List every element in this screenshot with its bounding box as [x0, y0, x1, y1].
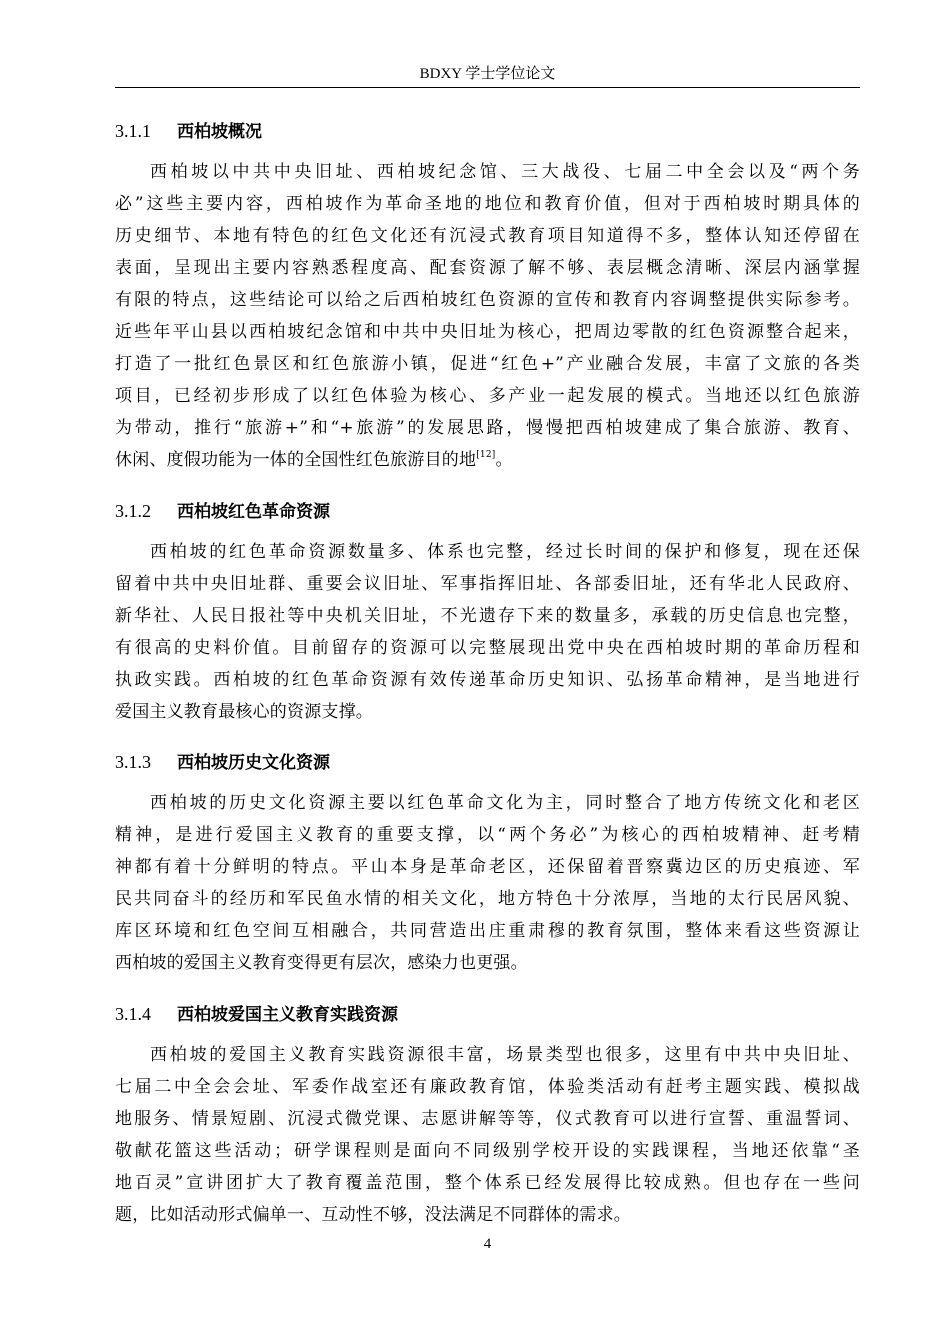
paragraph-line: 表面，呈现出主要内容熟悉程度高、配套资源了解不够、表层概念清晰、深层内涵掌握 — [115, 258, 860, 278]
paragraph-line: 题，比如活动形式偏单一、互动性不够，没法满足不同群体的需求。 — [115, 1205, 631, 1225]
section-number: 3.1.3 — [115, 752, 151, 772]
section-paragraph — [115, 787, 860, 979]
paragraph-line: 有限的特点，这些结论可以给之后西柏坡红色资源的宣传和教育内容调整提供实际参考。 — [115, 290, 860, 310]
paragraph-line: 神都有着十分鲜明的特点。平山本身是革命老区，还保留着晋察冀边区的历史痕迹、军 — [115, 857, 860, 877]
paragraph-line: 西柏坡的历史文化资源主要以红色革命文化为主，同时整合了地方传统文化和老区 — [150, 793, 860, 813]
section-heading — [115, 494, 860, 528]
paragraph-line: 七届二中全会会址、军委作战室还有廉政教育馆，体验类活动有赶考主题实践、模拟战 — [115, 1077, 860, 1097]
section-paragraph — [115, 1039, 860, 1231]
section-title: 西柏坡历史文化资源 — [177, 753, 330, 773]
section-paragraph — [115, 156, 860, 476]
section-title: 西柏坡概况 — [177, 122, 262, 142]
section-3-1-1 — [115, 114, 860, 476]
paragraph-line-text: 休闲、度假功能为一体的全国性红色旅游目的地 — [115, 450, 477, 470]
paragraph-line: 近些年平山县以西柏坡纪念馆和中共中央旧址为核心，把周边零散的红色资源整合起来， — [115, 322, 860, 342]
paragraph-line: 西柏坡的红色革命资源数量多、体系也完整，经过长时间的保护和修复，现在还保 — [150, 542, 860, 562]
paragraph-line: 项目，已经初步形成了以红色体验为核心、多产业一起发展的模式。当地还以红色旅游 — [115, 386, 860, 406]
paragraph-line: 新华社、人民日报社等中央机关旧址，不光遗存下来的数量多，承载的历史信息也完整， — [115, 606, 860, 626]
section-heading — [115, 745, 860, 779]
section-number: 3.1.2 — [115, 501, 151, 521]
paragraph-line: 地服务、情景短剧、沉浸式微党课、志愿讲解等等，仪式教育可以进行宣誓、重温誓词、 — [115, 1109, 860, 1129]
paragraph-line: 有很高的史料价值。目前留存的资源可以完整展现出党中央在西柏坡时期的革命历程和 — [115, 638, 860, 658]
section-number: 3.1.1 — [115, 121, 151, 141]
section-3-1-4 — [115, 997, 860, 1231]
section-heading — [115, 114, 860, 148]
paragraph-line: 爱国主义教育最核心的资源支撑。 — [115, 702, 373, 722]
paragraph-line: 必”这些主要内容，西柏坡作为革命圣地的地位和教育价值，但对于西柏坡时期具体的 — [115, 194, 860, 214]
paragraph-line: 敬献花篮这些活动；研学课程则是面向不同级别学校开设的实践课程，当地还依靠“圣 — [115, 1141, 860, 1161]
paragraph-line: 库区环境和红色空间互相融合，共同营造出庄重肃穆的教育氛围，整体来看这些资源让 — [115, 921, 860, 941]
page-number: 4 — [483, 1236, 492, 1252]
section-number: 3.1.4 — [115, 1004, 151, 1024]
paragraph-line: 执政实践。西柏坡的红色革命资源有效传递革命历史知识、弘扬革命精神，是当地进行 — [115, 670, 860, 690]
paragraph-line: 留着中共中央旧址群、重要会议旧址、军事指挥旧址、各部委旧址，还有华北人民政府、 — [115, 574, 860, 594]
section-paragraph — [115, 536, 860, 728]
citation-ref: [12] — [476, 450, 496, 460]
paragraph-line: 历史细节、本地有特色的红色文化还有沉浸式教育项目知道得不多，整体认知还停留在 — [115, 226, 860, 246]
paragraph-line: 为带动，推行“旅游+”和“+旅游”的发展思路，慢慢把西柏坡建成了集合旅游、教育、 — [115, 418, 860, 438]
paragraph-line: 西柏坡以中共中央旧址、西柏坡纪念馆、三大战役、七届二中全会以及“两个务 — [150, 162, 860, 182]
sentence-end: 。 — [495, 450, 513, 470]
section-title: 西柏坡红色革命资源 — [177, 502, 330, 522]
paragraph-line-last — [115, 444, 860, 476]
paragraph-line: 精神，是进行爱国主义教育的重要支撑，以“两个务必”为核心的西柏坡精神、赶考精 — [115, 825, 860, 845]
paragraph-line: 西柏坡的爱国主义教育实践资源很丰富，场景类型也很多，这里有中共中央旧址、 — [150, 1045, 860, 1065]
paragraph-line: 西柏坡的爱国主义教育变得更有层次，感染力也更强。 — [115, 953, 528, 973]
section-3-1-3 — [115, 745, 860, 979]
paragraph-line: 打造了一批红色景区和红色旅游小镇，促进“红色+”产业融合发展，丰富了文旅的各类 — [115, 354, 860, 374]
section-heading — [115, 997, 860, 1031]
paragraph-line: 地百灵”宣讲团扩大了教育覆盖范围，整个体系已经发展得比较成熟。但也存在一些问 — [115, 1173, 860, 1193]
section-3-1-2 — [115, 494, 860, 728]
page-header: BDXY 学士学位论文 — [419, 66, 556, 82]
section-title: 西柏坡爱国主义教育实践资源 — [177, 1005, 398, 1025]
paragraph-line: 民共同奋斗的经历和军民鱼水情的相关文化，地方特色十分浓厚，当地的太行民居风貌、 — [115, 889, 860, 909]
header-rule — [115, 87, 860, 88]
